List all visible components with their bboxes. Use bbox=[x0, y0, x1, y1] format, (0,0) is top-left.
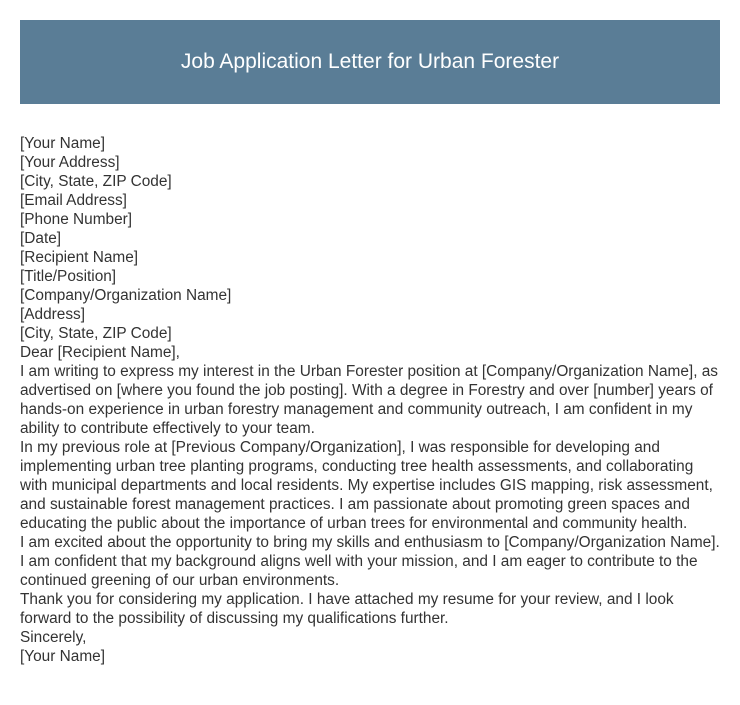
sender-city-state-zip: [City, State, ZIP Code] bbox=[20, 173, 172, 190]
recipient-address: [Address] bbox=[20, 306, 86, 323]
recipient-name: [Recipient Name] bbox=[20, 249, 139, 266]
recipient-city-state-zip: [City, State, ZIP Code] bbox=[20, 325, 172, 342]
closing: Sincerely, bbox=[20, 629, 87, 646]
paragraph-motivation: I am excited about the opportunity to bring my skills and enthusiasm to [Company/Organization Name]. I am confident that my background aligns well with your mission, and I am eager to contribute to the continued greening of our urban environments. bbox=[20, 534, 720, 589]
recipient-company: [Company/Organization Name] bbox=[20, 287, 232, 304]
letter-date: [Date] bbox=[20, 230, 62, 247]
title-banner bbox=[20, 20, 720, 104]
sender-name: [Your Name] bbox=[20, 135, 105, 152]
salutation: Dear [Recipient Name], bbox=[20, 344, 180, 361]
letter-body bbox=[20, 134, 720, 666]
paragraph-experience: In my previous role at [Previous Company/Organization], I was responsible for developing and implementing urban tree planting programs, conducting tree health assessments, and collaborating with municipal departments and local residents. My expertise includes GIS mapping, risk assessment, and sustainable forest management practices. I am passionate about promoting green spaces and educating the public about the importance of urban trees for environmental and community health. bbox=[20, 439, 713, 532]
recipient-title: [Title/Position] bbox=[20, 268, 117, 285]
signature: [Your Name] bbox=[20, 648, 105, 665]
page-title: Job Application Letter for Urban Forester bbox=[180, 50, 560, 73]
paragraph-thanks: Thank you for considering my application. I have attached my resume for your review, and I look forward to the possibility of discussing my qualifications further. bbox=[20, 591, 674, 627]
sender-address: [Your Address] bbox=[20, 154, 120, 171]
sender-phone: [Phone Number] bbox=[20, 211, 133, 228]
sender-email: [Email Address] bbox=[20, 192, 127, 209]
paragraph-intro: I am writing to express my interest in the Urban Forester position at [Company/Organization Name], as advertised on [where you found the job posting]. With a degree in Forestry and over [number] years of hands-on experience in urban forestry management and community outreach, I am confident in my ability to contribute effectively to your team. bbox=[20, 363, 719, 437]
